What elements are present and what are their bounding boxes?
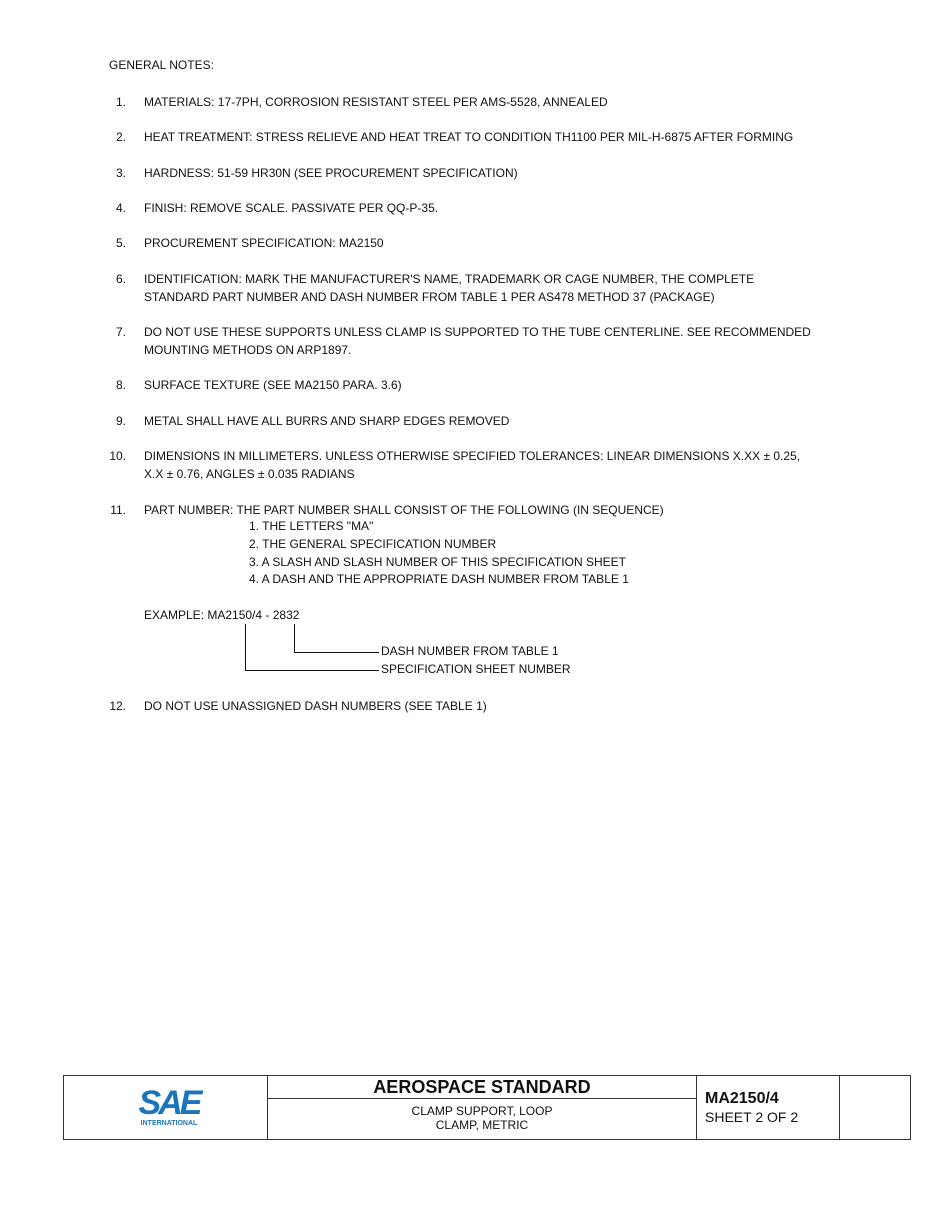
note-text: HEAT TREATMENT: STRESS RELIEVE AND HEAT TREAT TO CONDITION TH1100 PER MIL-H-6875 AFTER FORMING [144,130,794,144]
note-text-continued: STANDARD PART NUMBER AND DASH NUMBER FROM TABLE 1 PER AS478 METHOD 37 (PACKAGE) [144,290,715,304]
standard-title: AEROSPACE STANDARD [268,1076,696,1099]
svg-text:SAE: SAE [138,1084,200,1122]
leader-line-dash-vertical [294,624,295,653]
sequence-item-1: 1. THE LETTERS "MA" [249,519,374,533]
example-label: EXAMPLE: MA2150/4 - 2832 [144,608,300,622]
note-text: METAL SHALL HAVE ALL BURRS AND SHARP EDGES REMOVED [144,414,510,428]
note-text: FINISH: REMOVE SCALE. PASSIVATE PER QQ-P-35. [144,201,439,215]
leader-line-sheet-horizontal [245,670,379,671]
sequence-item-4: 4. A DASH AND THE APPROPRIATE DASH NUMBER FROM TABLE 1 [249,572,629,586]
document-number: MA2150/4 [705,1090,779,1107]
note-number: 5. [115,236,126,250]
title-cell [268,1076,697,1139]
svg-text:INTERNATIONAL: INTERNATIONAL [140,1120,198,1127]
note-text: PROCUREMENT SPECIFICATION: MA2150 [144,236,384,250]
note-number: 7. [115,325,126,339]
note-text: DIMENSIONS IN MILLIMETERS. UNLESS OTHERWISE SPECIFIED TOLERANCES: LINEAR DIMENSIONS X.XX ± 0.25, [144,449,801,463]
leader-line-sheet-vertical [245,624,246,671]
note-number: 12. [109,699,126,713]
note-text-continued: X.X ± 0.76, ANGLES ± 0.035 RADIANS [144,467,355,481]
note-text: SURFACE TEXTURE (SEE MA2150 PARA. 3.6) [144,378,402,392]
document-number-cell [697,1076,840,1139]
note-text: PART NUMBER: THE PART NUMBER SHALL CONSIST OF THE FOLLOWING (IN SEQUENCE) [144,503,664,517]
note-number: 3. [115,166,126,180]
note-text: DO NOT USE THESE SUPPORTS UNLESS CLAMP IS SUPPORTED TO THE TUBE CENTERLINE. SEE RECOMMENDED [144,325,811,339]
subtitle-line-2: CLAMP, METRIC [435,1118,529,1132]
sequence-item-2: 2. THE GENERAL SPECIFICATION NUMBER [249,537,497,551]
subtitle-line-1: CLAMP SUPPORT, LOOP [411,1104,553,1118]
leader-line-dash-horizontal [294,652,379,653]
sheet-number: SHEET 2 OF 2 [705,1109,799,1125]
note-text: HARDNESS: 51-59 HR30N (SEE PROCUREMENT SPECIFICATION) [144,166,518,180]
note-number: 6. [115,272,126,286]
sae-logo [134,1084,204,1128]
note-text: MATERIALS: 17-7PH, CORROSION RESISTANT STEEL PER AMS-5528, ANNEALED [144,95,608,109]
general-notes-heading: GENERAL NOTES: [109,58,214,72]
note-number: 2. [115,130,126,144]
note-number: 1. [115,95,126,109]
note-number: 11. [110,503,126,517]
note-number: 10. [109,449,126,463]
spec-sheet-number-label: SPECIFICATION SHEET NUMBER [381,662,571,676]
note-text-continued: MOUNTING METHODS ON ARP1897. [144,343,352,357]
note-number: 4. [115,201,126,215]
note-text: IDENTIFICATION: MARK THE MANUFACTURER'S NAME, TRADEMARK OR CAGE NUMBER, THE COMPLETE [144,272,755,286]
standard-subtitle [268,1104,696,1132]
dash-number-label: DASH NUMBER FROM TABLE 1 [381,644,559,658]
sequence-item-3: 3. A SLASH AND SLASH NUMBER OF THIS SPECIFICATION SHEET [249,555,626,569]
title-block [63,1075,911,1140]
note-number: 8. [115,378,126,392]
note-number: 9. [115,414,126,428]
note-text: DO NOT USE UNASSIGNED DASH NUMBERS (SEE TABLE 1) [144,699,487,713]
logo-cell [64,1076,268,1139]
empty-cell [840,1076,910,1139]
